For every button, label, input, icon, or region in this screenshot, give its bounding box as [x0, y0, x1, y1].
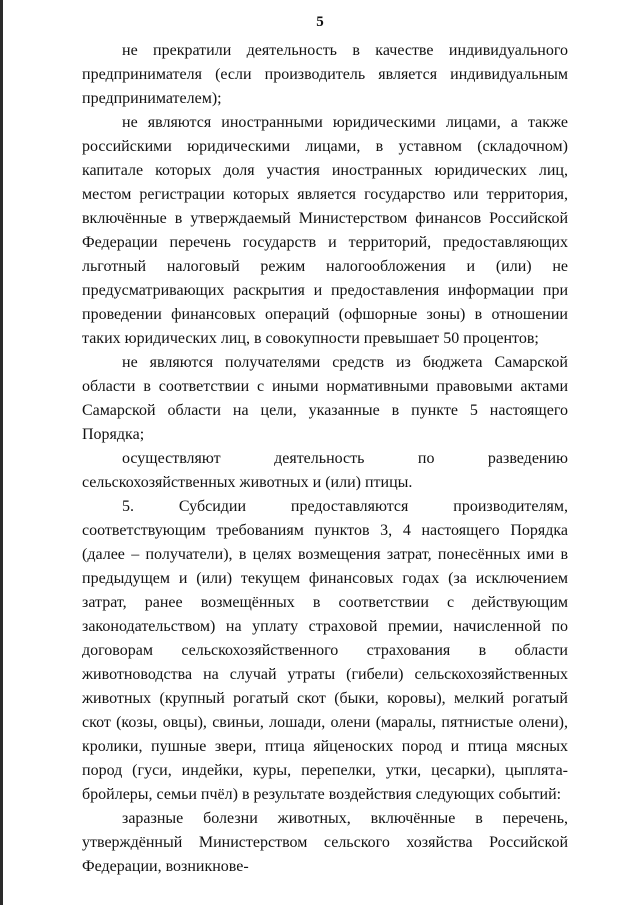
paragraph-4: осуществляют деятельность по разведению сельскохозяйственных животных и (или) птицы.	[82, 450, 568, 491]
scan-edge	[0, 0, 3, 905]
paragraph-5: 5. Субсидии предоставляются производителям, соответствующим требованиям пунктов 3, 4 настоящего Порядка (далее – получатели), в целях возмещения затрат, понесённых ими в предыдущем и (или) текущем финансовых годах (за исключением затрат, ранее возмещённых в соответствии с действующим законодательством) на уплату страховой премии, начисленной по договорам сельскохозяйственного страхования в области животноводства на случай утраты (гибели) сельскохозяйственных животных (крупный рогатый скот (быки, коровы), мелкий рогатый скот (козы, овцы), свиньи, лошади, олени (маралы, пятнистые олени), кролики, пушные звери, птица яйценоских пород и птица мясных пород (гуси, индейки, куры, перепелки, утки, цесарки), цыплята-бройлеры, семьи пчёл) в результате воздействия следующих событий:	[82, 498, 568, 803]
paragraph-2: не являются иностранными юридическими лицами, а также российскими юридическими лицами, в уставном (складочном) капитале которых доля участия иностранных юридических лиц, местом регистрации которых является государство или территория, включённые в утверждаемый Министерством финансов Российской Федерации перечень государств и территорий, предоставляющих льготный налоговый режим налогообложения и (или) не предусматривающих раскрытия и предоставления информации при проведении финансовых операций (офшорные зоны) в отношении таких юридических лиц, в совокупности превышает 50 процентов;	[82, 114, 568, 347]
paragraph-6: заразные болезни животных, включённые в перечень, утверждённый Министерством сельского хозяйства Российской Федерации, возникнове-	[82, 810, 568, 875]
page-number: 5	[316, 14, 324, 30]
paragraph-1: не прекратили деятельность в качестве индивидуального предпринимателя (если производитель является индивидуальным предпринимателем);	[82, 42, 568, 107]
document-body	[82, 39, 568, 879]
paragraph-3: не являются получателями средств из бюджета Самарской области в соответствии с иными нормативными правовыми актами Самарской области на цели, указанные в пункте 5 настоящего Порядка;	[82, 354, 568, 443]
